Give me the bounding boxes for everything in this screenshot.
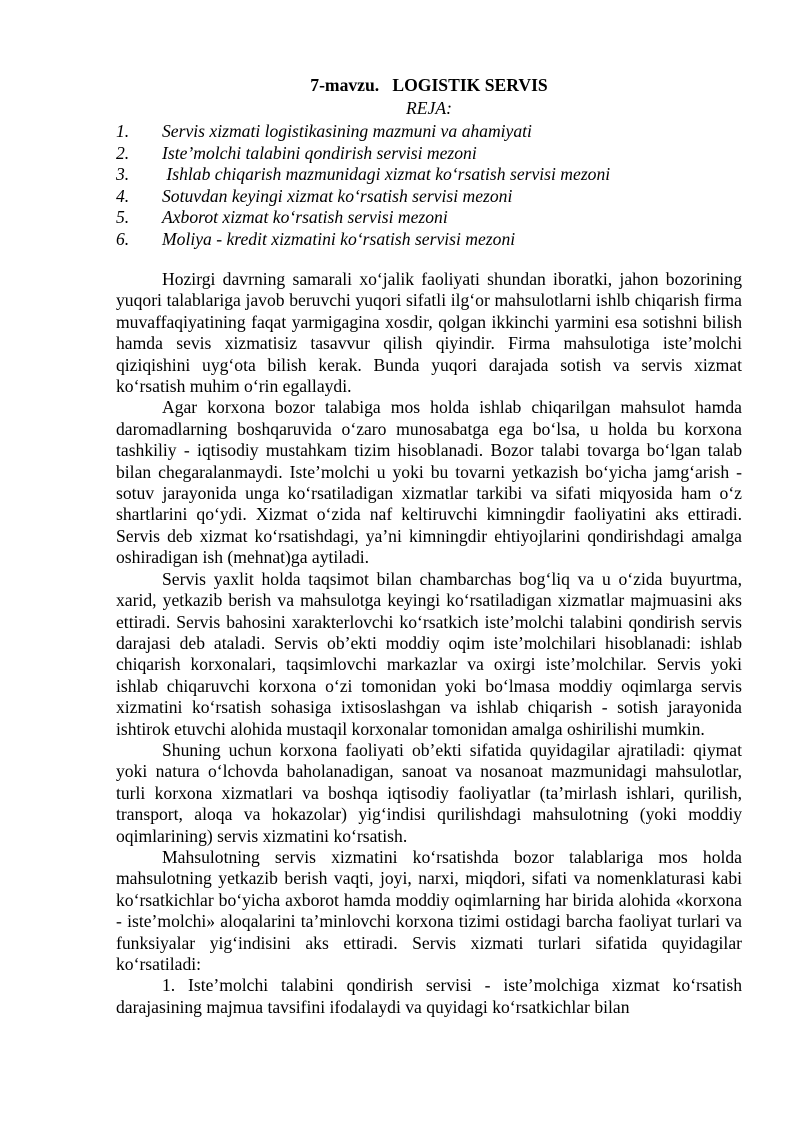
paragraph: Servis yaxlit holda taqsimot bilan chambarchas bog‘liq va u o‘zida buyurtma, xarid, yetkazib berish va mahsulotga keyingi ko‘rsatiladigan xizmatlar majmuasini aks ettiradi. Servis bahosini xarakterlovchi ko‘rsatkich iste’molchi talabini qondirish servis darajasi deb ataladi. Servis ob’ekti moddiy oqim iste’molchilari hisoblanadi: ishlab chiqarish korxonalari, taqsimlovchi markazlar va oxirgi iste’molchilar. Servis yoki ishlab chiqaruvchi korxona o‘zi tomonidan yoki bo‘lmasa moddiy oqimlarga servis xizmatini ko‘rsatish sohasiga ixtisoslashgan va ishlab chiqarish - sotish jarayonida ishtirok etuvchi alohida mustaqil korxonalar tomonidan amalga oshirilishi mumkin. — [116, 568, 742, 739]
paragraph: Hozirgi davrning samarali xo‘jalik faoliyati shundan iboratki, jahon bozorining yuqori talablariga javob beruvchi yuqori sifatli ilg‘or mahsulotlarni ishlb chiqarish firma muvaffaqiyatining faqat yarmigagina xosdir, qolgan ikkinchi yarmini esa sotishni bilish hamda sevis xizmatisiz tasavvur qilish qiyindir. Firma mahsulotiga iste’molchi qiziqishini uyg‘ota bilish kerak. Bunda yuqori darajada sotish va servis xizmat ko‘rsatish muhim o‘rin egallaydi. — [116, 269, 742, 397]
plan-item-text: Moliya - kredit xizmatini ko‘rsatish servisi mezoni — [162, 229, 516, 249]
paragraph: Shuning uchun korxona faoliyati ob’ekti sifatida quyidagilar ajratiladi: qiymat yoki natura o‘lchovda baholanadigan, sanoat va nosanoat mazmunidagi mahsulotlar, turli korxona xizmatlari va boshqa iqtisodiy faoliyatlar (ta’mirlash ishlari, qurilish, transport, aloqa va hokazolar) yig‘indisi qurilishdagi mahsulotning (yoki moddiy oqimlarining) servis xizmatini ko‘rsatish. — [116, 739, 742, 846]
plan-heading: REJA: — [406, 98, 452, 118]
plan-item-number: 4. — [116, 186, 130, 206]
paragraph: Mahsulotning servis xizmatini ko‘rsatishda bozor talablariga mos holda mahsulotning yetkazib berish vaqti, joyi, narxi, miqdori, sifati va nomenklaturasi kabi ko‘rsatkichlar bo‘yicha axborot hamda moddiy oqimlarning har birida alohida «korxona - iste’molchi» aloqalarini ta’minlovchi korxona tizimi ostidagi barcha faoliyat turlari va funksiyalar yig‘indisini aks ettiradi. Servis xizmati turlari sifatida quyidagilar ko‘rsatiladi: — [116, 846, 742, 974]
plan-item-number: 2. — [116, 143, 130, 163]
plan-item-number: 6. — [116, 229, 130, 249]
plan-item-text: Axborot xizmat ko‘rsatish servisi mezoni — [162, 207, 448, 227]
paragraph: 1. Iste’molchi talabini qondirish servisi - iste’molchiga xizmat ko‘rsatish darajasining majmua tavsifini ifodalaydi va quyidagi ko‘rsatkichlar bilan — [116, 975, 742, 1017]
plan-item-text: Servis xizmati logistikasining mazmuni va ahamiyati — [162, 121, 532, 141]
plan-item-text: Iste’molchi talabini qondirish servisi mezoni — [162, 143, 477, 163]
plan-item-text: Sotuvdan keyingi xizmat ko‘rsatish servisi mezoni — [162, 186, 513, 206]
plan-item-number: 5. — [116, 207, 130, 227]
plan-item-number: 1. — [116, 121, 130, 141]
body-text — [116, 269, 742, 1018]
paragraph: Agar korxona bozor talabiga mos holda ishlab chiqarilgan mahsulot hamda daromadlarning boshqaruvida o‘zaro munosabatga ega bo‘lsa, u holda bu korxona tashkiliy - iqtisodiy mustahkam tizim hisoblanadi. Bozor talabi tovarga bo‘lgan talab bilan chegaralanmaydi. Iste’molchi u yoki bu tovarni yetkazish bo‘yicha jamg‘arish - sotuv jarayonida unga ko‘rsatiladigan xizmatlar tarkibi va sifati miqyosida ham o‘z shartlarini qo‘ydi. Xizmat o‘zida naf keltiruvchi kimningdir faoliyatini aks ettiradi. Servis deb xizmat ko‘rsatishdagi, ya’ni kimningdir ehtiyojlarini qondirishdagi amalga oshiradigan ish (mehnat)ga aytiladi. — [116, 397, 742, 568]
plan-item-text: Ishlab chiqarish mazmunidagi xizmat ko‘rsatish servisi mezoni — [162, 164, 611, 184]
plan-item-number: 3. — [116, 164, 130, 184]
page-title: 7-mavzu. LOGISTIK SERVIS — [310, 75, 548, 95]
